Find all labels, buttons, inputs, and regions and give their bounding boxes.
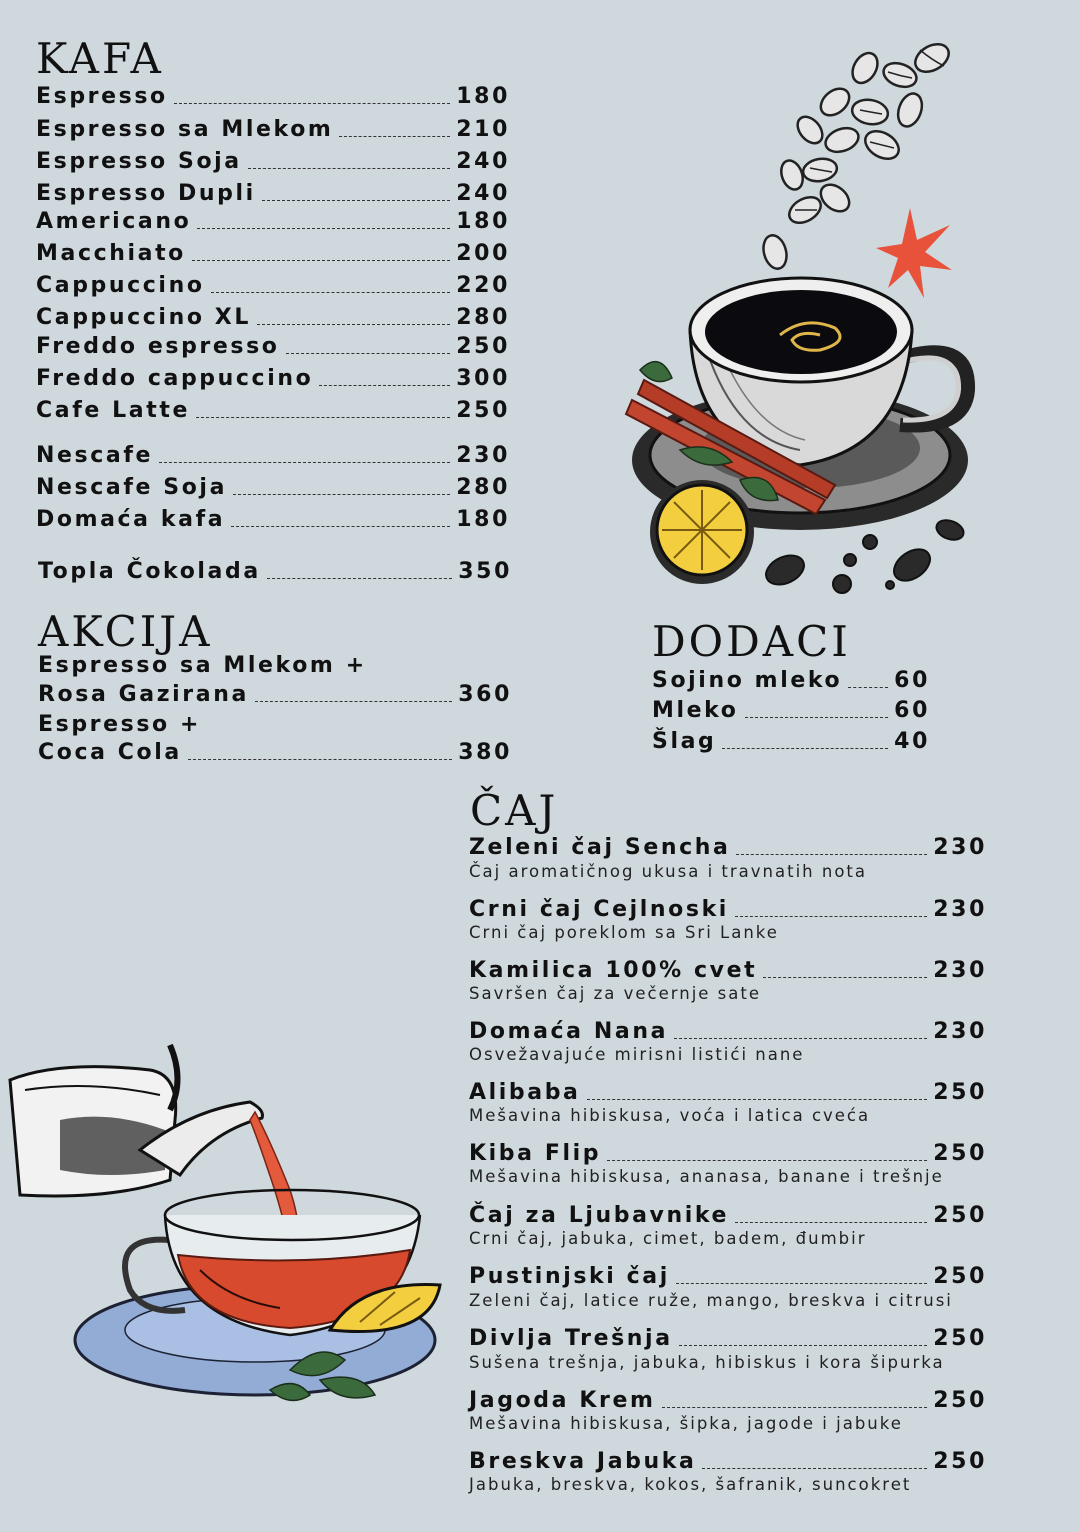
tea-item: Kamilica 100% cvet 230	[469, 958, 987, 983]
tea-item: Domaća Nana 230	[469, 1019, 987, 1044]
menu-item: Espresso Dupli 240	[36, 181, 510, 206]
tea-description: Savršen čaj za večernje sate	[469, 984, 762, 1003]
tea-item: Breskva Jabuka 250	[469, 1449, 987, 1474]
tea-description: Sušena trešnja, jabuka, hibiskus i kora šipurka	[469, 1353, 945, 1372]
caj-title: ČAJ	[470, 786, 559, 835]
dodaci-title: DODACI	[652, 617, 851, 666]
tea-item: Čaj za Ljubavnike 250	[469, 1203, 987, 1228]
menu-item: Domaća kafa 180	[36, 507, 510, 532]
tea-item: Kiba Flip 250	[469, 1141, 987, 1166]
combo-item: Rosa Gazirana 360	[38, 682, 512, 707]
menu-item: Topla Čokolada 350	[38, 559, 512, 584]
tea-description: Zeleni čaj, latice ruže, mango, breskva i citrusi	[469, 1291, 953, 1310]
teapot-pouring-illustration	[0, 1040, 450, 1410]
tea-item: Jagoda Krem 250	[469, 1388, 987, 1413]
tea-description: Mešavina hibiskusa, voća i latica cveća	[469, 1106, 871, 1125]
tea-description: Osvežavajuće mirisni listići nane	[469, 1045, 805, 1064]
menu-item: Cafe Latte 250	[36, 398, 510, 423]
menu-item: Freddo cappuccino 300	[36, 366, 510, 391]
combo-item: Coca Cola 380	[38, 740, 512, 765]
tea-item: Divlja Trešnja 250	[469, 1326, 987, 1351]
menu-item: Cappuccino 220	[36, 273, 510, 298]
tea-item: Pustinjski čaj 250	[469, 1264, 987, 1289]
menu-item: Espresso Soja 240	[36, 149, 510, 174]
menu-item: Nescafe 230	[36, 443, 510, 468]
menu-item: Espresso sa Mlekom 210	[36, 117, 510, 142]
coffee-cup-illustration	[620, 30, 980, 600]
menu-item: Nescafe Soja 280	[36, 475, 510, 500]
combo-line: Espresso sa Mlekom +	[38, 653, 367, 678]
menu-item: Americano 180	[36, 209, 510, 234]
tea-description: Jabuka, breskva, kokos, šafranik, suncokret	[469, 1475, 912, 1494]
tea-item: Alibaba 250	[469, 1080, 987, 1105]
addon-item: Sojino mleko 60	[652, 668, 930, 693]
addon-item: Mleko 60	[652, 698, 930, 723]
tea-item: Zeleni čaj Sencha 230	[469, 835, 987, 860]
tea-item: Crni čaj Cejlnoski 230	[469, 897, 987, 922]
akcija-title: AKCIJA	[38, 607, 213, 656]
tea-description: Čaj aromatičnog ukusa i travnatih nota	[469, 862, 867, 881]
menu-item: Cappuccino XL 280	[36, 305, 510, 330]
tea-description: Mešavina hibiskusa, ananasa, banane i trešnje	[469, 1167, 944, 1186]
kafa-title: KAFA	[36, 34, 164, 83]
menu-item: Freddo espresso 250	[36, 334, 510, 359]
menu-item: Macchiato 200	[36, 241, 510, 266]
tea-description: Crni čaj poreklom sa Sri Lanke	[469, 923, 779, 942]
tea-description: Crni čaj, jabuka, cimet, badem, đumbir	[469, 1229, 867, 1248]
combo-line: Espresso +	[38, 712, 202, 737]
addon-item: Šlag 40	[652, 729, 930, 754]
menu-item: Espresso 180	[36, 84, 510, 109]
tea-description: Mešavina hibiskusa, šipka, jagode i jabuke	[469, 1414, 903, 1433]
